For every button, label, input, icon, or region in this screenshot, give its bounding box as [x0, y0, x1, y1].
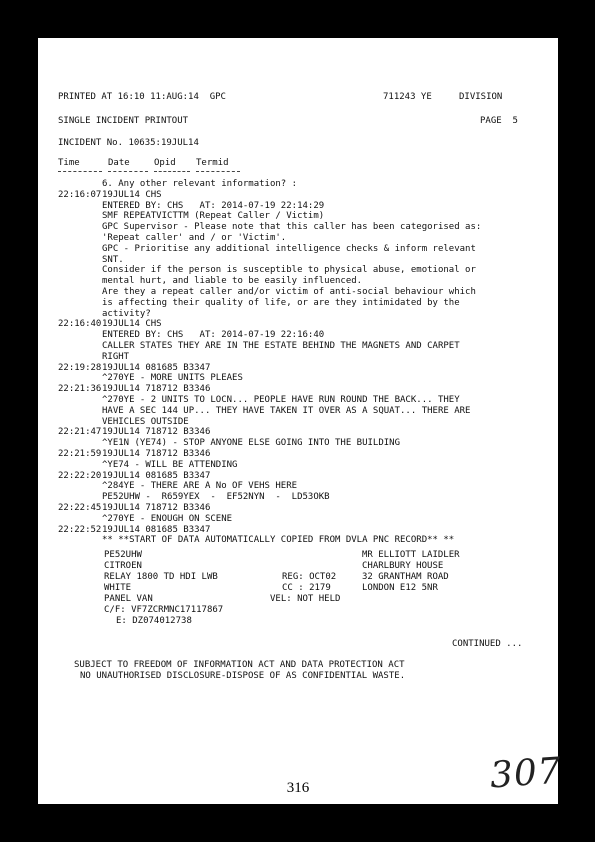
vehicle-chassis: C/F: VF7ZCRMNC17117867 — [104, 605, 224, 615]
document-title: SINGLE INCIDENT PRINTOUT — [58, 116, 189, 126]
entry-line: ENTERED BY: CHS AT: 2014-07-19 22:16:40 — [102, 330, 325, 341]
entry-line: ^270YE - ENOUGH ON SCENE — [102, 513, 233, 524]
entry-line: GPC - Prioritise any additional intelligence checks & inform relevant — [102, 243, 476, 254]
entry-time: 22:21:47 — [58, 427, 102, 438]
vehicle-cc: CC : 2179 — [282, 583, 331, 593]
entry-time: 22:21:36 — [58, 384, 102, 395]
handwritten-page-number: 307 — [488, 750, 564, 797]
entry-header: 19JUL14 081685 B3347 — [102, 362, 211, 373]
vehicle-reg: PE52UHW — [104, 550, 142, 560]
column-date: Date — [108, 158, 130, 168]
entry-header: 19JUL14 081685 B3347 — [102, 524, 211, 535]
entry-line: VEHICLES OUTSIDE — [102, 416, 189, 427]
entry-header: 6. Any other relevant information? : — [102, 179, 298, 189]
owner-address-1: CHARLBURY HOUSE — [362, 561, 444, 571]
printed-at: PRINTED AT 16:10 11:AUG:14 GPC — [58, 92, 226, 102]
entry-header: 19JUL14 CHS — [102, 189, 162, 200]
column-divider — [154, 171, 190, 173]
owner-address-2: 32 GRANTHAM ROAD — [362, 572, 449, 582]
entry-time: 22:22:45 — [58, 503, 102, 513]
entry-line: ** **START OF DATA AUTOMATICALLY COPIED FROM DVLA PNC RECORD** ** — [102, 535, 455, 546]
entry-time: 22:22:20 — [58, 470, 102, 481]
entry-line: ^284YE - THERE ARE A No OF VEHS HERE — [102, 481, 298, 492]
entry-time: 22:16:07 — [58, 189, 102, 200]
document-page — [38, 38, 564, 804]
entry-line: ^270YE - 2 UNITS TO LOCN... PEOPLE HAVE RUN ROUND THE BACK... THEY — [102, 395, 460, 405]
entry-line: RIGHT — [102, 351, 130, 362]
entry-line: CALLER STATES THEY ARE IN THE ESTATE BEHIND THE MAGNETS AND CARPET — [102, 341, 460, 351]
vehicle-make: CITROEN — [104, 561, 142, 571]
column-time: Time — [58, 158, 80, 168]
entry-line: Consider if the person is susceptible to physical abuse, emotional or — [102, 265, 476, 276]
entry-header: 19JUL14 718712 B3346 — [102, 427, 211, 438]
entry-time: 22:22:52 — [58, 524, 102, 535]
vehicle-body: PANEL VAN — [104, 594, 153, 604]
division-label: DIVISION — [459, 92, 503, 102]
column-divider — [108, 171, 148, 173]
reference-number: 711243 YE — [383, 92, 432, 102]
page-number: 316 — [286, 780, 310, 796]
page-label: PAGE 5 — [480, 116, 518, 126]
vehicle-colour: WHITE — [104, 583, 132, 593]
owner-name: MR ELLIOTT LAIDLER — [362, 550, 460, 560]
entry-line: 'Repeat caller' and / or 'Victim'. — [102, 233, 287, 243]
entry-line: PE52UHW - R659YEX - EF52NYN - LD53OKB — [102, 492, 330, 503]
entry-header: 19JUL14 CHS — [102, 319, 162, 330]
entry-header: 19JUL14 081685 B3347 — [102, 470, 211, 481]
entry-line: ^YE74 - WILL BE ATTENDING — [102, 459, 238, 470]
entry-line: Are they a repeat caller and/or victim of anti-social behaviour which — [102, 287, 476, 297]
incident-number: INCIDENT No. 10635:19JUL14 — [58, 138, 199, 148]
owner-address-3: LONDON E12 5NR — [362, 583, 438, 593]
entry-header: 19JUL14 718712 B3346 — [102, 449, 211, 459]
column-termid: Termid — [196, 158, 229, 168]
entry-line: mental hurt, and liable to be easily influenced. — [102, 276, 363, 287]
entry-line: HAVE A SEC 144 UP... THEY HAVE TAKEN IT OVER AS A SQUAT... THERE ARE — [102, 405, 471, 416]
entry-line: is affecting their quality of life, or are they intimidated by the — [102, 297, 460, 308]
entry-line: SNT. — [102, 254, 124, 265]
incident-log — [58, 179, 538, 599]
vehicle-engine: E: DZ074012738 — [116, 616, 192, 626]
footer-notice-2: NO UNAUTHORISED DISCLOSURE-DISPOSE OF AS CONFIDENTIAL WASTE. — [80, 671, 406, 681]
entry-time: 22:16:40 — [58, 319, 102, 330]
entry-line: SMF REPEATVICTTM (Repeat Caller / Victim) — [102, 211, 325, 222]
entry-line: GPC Supervisor - Please note that this caller has been categorised as: — [102, 222, 482, 233]
entry-line: activity? — [102, 308, 151, 319]
column-divider — [58, 171, 102, 173]
vehicle-model: RELAY 1800 TD HDI LWB — [104, 572, 218, 582]
continued-label: CONTINUED ... — [452, 639, 523, 649]
entry-header: 19JUL14 718712 B3346 — [102, 503, 211, 513]
entry-line: ^270YE - MORE UNITS PLEAES — [102, 373, 243, 384]
vehicle-vel: VEL: NOT HELD — [270, 594, 341, 604]
entry-line: ^YE1N (YE74) - STOP ANYONE ELSE GOING INTO THE BUILDING — [102, 438, 401, 449]
vehicle-reg-date: REG: OCT02 — [282, 572, 337, 582]
column-opid: Opid — [154, 158, 176, 168]
column-divider — [196, 171, 240, 173]
entry-time: 22:19:28 — [58, 362, 102, 373]
entry-line: ENTERED BY: CHS AT: 2014-07-19 22:14:29 — [102, 200, 325, 211]
footer-notice-1: SUBJECT TO FREEDOM OF INFORMATION ACT AND DATA PROTECTION ACT — [74, 660, 405, 670]
entry-header: 19JUL14 718712 B3346 — [102, 384, 211, 395]
entry-time: 22:21:59 — [58, 449, 102, 459]
